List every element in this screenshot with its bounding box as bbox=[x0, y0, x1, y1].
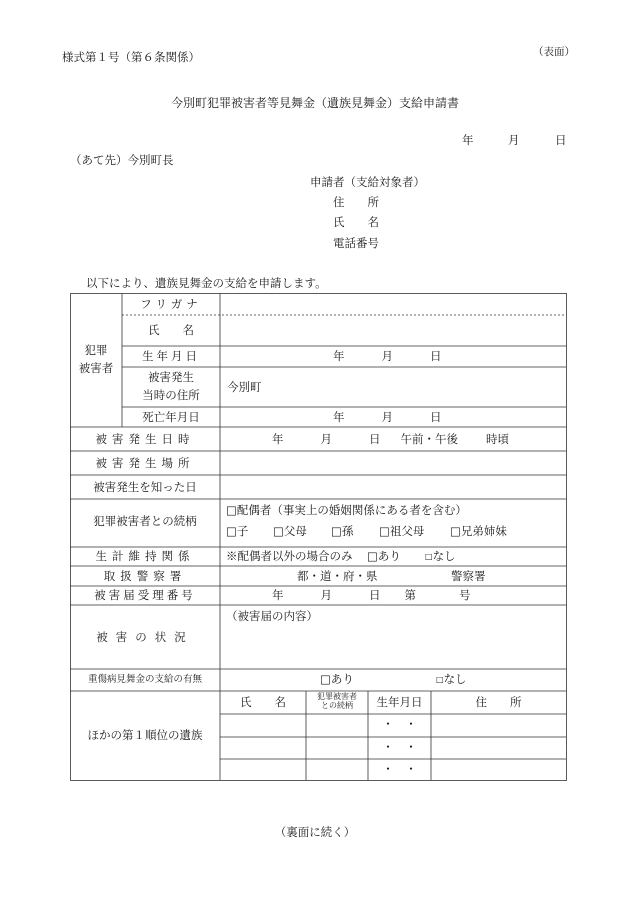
others-birth-header: 生年月日 bbox=[376, 695, 423, 709]
damage-note: （被害届の内容） bbox=[226, 609, 318, 623]
application-form-table bbox=[70, 293, 567, 781]
damage-details-field[interactable] bbox=[225, 629, 563, 667]
incident-place-field[interactable] bbox=[225, 453, 563, 473]
livelihood-yes-option[interactable]: □あり bbox=[367, 549, 401, 563]
incident-known-label: 被害発生を知った日 bbox=[93, 480, 197, 494]
others-row-2-birth[interactable]: ・ ・ bbox=[382, 740, 417, 754]
police-label: 取扱警察署 bbox=[103, 569, 187, 583]
relation-grandchild-option[interactable]: □孫 bbox=[331, 524, 354, 538]
relation-siblings-option[interactable]: □兄弟姉妹 bbox=[450, 524, 507, 538]
relation-label: 犯罪被害者との続柄 bbox=[93, 514, 197, 528]
applicant-label: 申請者（支給対象者） bbox=[310, 175, 425, 189]
victim-furigana-label: フリガナ bbox=[140, 297, 202, 311]
victim-group-label: 犯罪 被害者 bbox=[78, 343, 114, 376]
victim-death-label: 死亡年月日 bbox=[142, 410, 200, 424]
side-label: （表面） bbox=[533, 46, 575, 58]
applicant-phone-label: 電話番号 bbox=[333, 236, 379, 250]
damage-label: 被害の状況 bbox=[96, 630, 194, 644]
form-title: 今別町犯罪被害者等見舞金（遺族見舞金）支給申請書 bbox=[170, 96, 459, 110]
victim-birth-field[interactable]: 年 月 日 bbox=[333, 349, 442, 363]
victim-death-field[interactable]: 年 月 日 bbox=[333, 410, 442, 424]
police-prefecture-field[interactable]: 都・道・府・県 bbox=[297, 569, 378, 583]
report-number-label: 被害届受理番号 bbox=[94, 588, 196, 602]
serious-injury-label: 重傷病見舞金の支給の有無 bbox=[87, 674, 202, 685]
addressee: （あて先）今別町長 bbox=[70, 153, 174, 167]
others-relation-header: 犯罪被害者 との続柄 bbox=[317, 692, 357, 711]
relation-grandparents-option[interactable]: □祖父母 bbox=[379, 524, 425, 538]
livelihood-note: ※配偶者以外の場合のみ bbox=[226, 549, 353, 563]
relation-parents-option[interactable]: □父母 bbox=[273, 524, 307, 538]
report-number-field[interactable]: 年 月 日 第 号 bbox=[272, 588, 471, 602]
relation-spouse-option[interactable]: □配偶者（事実上の婚姻関係にある者を含む） bbox=[226, 503, 467, 517]
form-code: 様式第１号（第６条関係） bbox=[62, 50, 200, 64]
incident-datetime-field[interactable]: 年 月 日 午前・午後 時頃 bbox=[272, 432, 509, 446]
date-month: 月 bbox=[508, 133, 520, 147]
victim-address-value[interactable]: 今別町 bbox=[227, 380, 262, 394]
date-day: 日 bbox=[555, 133, 567, 147]
others-row-3-birth[interactable]: ・ ・ bbox=[382, 762, 417, 776]
applicant-name-label: 氏 名 bbox=[333, 215, 379, 229]
relation-child-option[interactable]: □子 bbox=[226, 524, 249, 538]
other-survivors-label: ほかの第１順位の遺族 bbox=[87, 728, 203, 742]
victim-birth-label: 生年月日 bbox=[142, 349, 200, 363]
applicant-address-label: 住 所 bbox=[333, 195, 379, 209]
incident-known-field[interactable] bbox=[225, 477, 563, 497]
livelihood-no-option[interactable]: □なし bbox=[425, 549, 456, 563]
date-year: 年 bbox=[462, 133, 474, 147]
others-name-header: 氏 名 bbox=[240, 695, 286, 709]
livelihood-label: 生計維持関係 bbox=[95, 549, 195, 563]
serious-yes-option[interactable]: □あり bbox=[320, 672, 354, 686]
incident-datetime-label: 被害発生日時 bbox=[95, 432, 195, 446]
victim-address-label: 被害発生 当時の住所 bbox=[142, 370, 200, 402]
police-station-field[interactable]: 警察署 bbox=[451, 569, 486, 583]
others-address-header: 住 所 bbox=[475, 695, 522, 709]
others-row-1-birth[interactable]: ・ ・ bbox=[382, 717, 417, 731]
intro-text: 以下により、遺族見舞金の支給を申請します。 bbox=[86, 276, 327, 290]
continued-footer: （裏面に続く） bbox=[274, 825, 356, 839]
victim-furigana-field[interactable] bbox=[225, 294, 563, 314]
victim-name-label: 氏 名 bbox=[148, 323, 194, 337]
serious-no-option[interactable]: □なし bbox=[436, 672, 467, 686]
incident-place-label: 被害発生場所 bbox=[95, 456, 195, 470]
victim-name-field[interactable] bbox=[225, 317, 563, 345]
